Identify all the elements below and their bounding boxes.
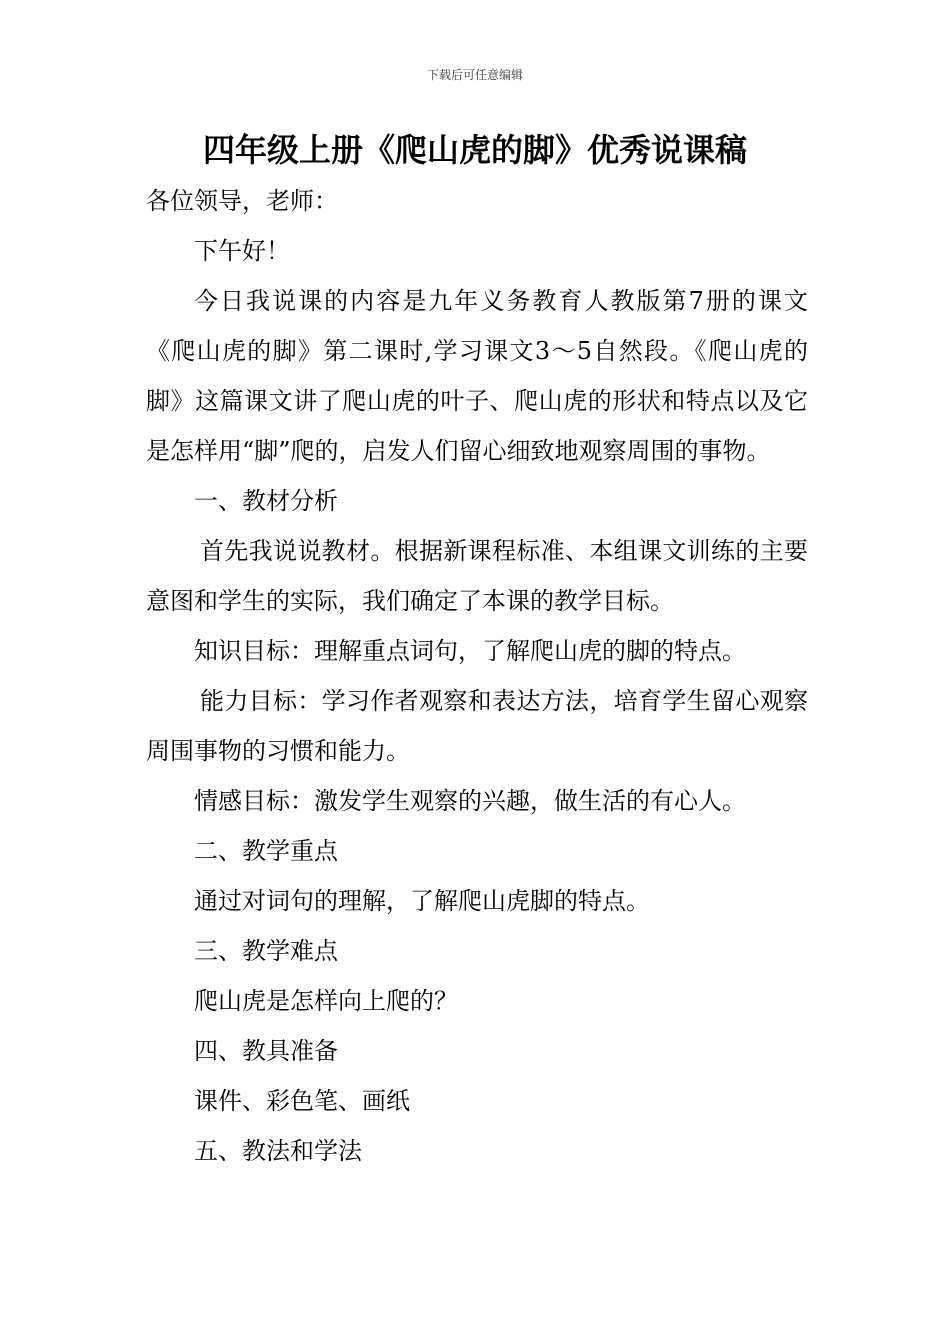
section-1-body: 首先我说说教材。根据新课程标准、本组课文训练的主要意图和学生的实际，我们确定了本课的教学目标。 [146, 537, 808, 615]
section-heading-3: 三、教学难点 [194, 937, 338, 965]
goal-emotion: 情感目标：激发学生观察的兴趣，做生活的有心人。 [194, 787, 746, 815]
section-2-body: 通过对词句的理解，了解爬山虎脚的特点。 [194, 887, 650, 915]
section-heading-4: 四、教具准备 [194, 1037, 338, 1065]
document-body [146, 176, 808, 1176]
section-heading-2: 二、教学重点 [194, 837, 338, 865]
section-4-body: 课件、彩色笔、画纸 [194, 1087, 410, 1115]
greeting: 下午好！ [194, 237, 290, 265]
document-title: 四年级上册《爬山虎的脚》优秀说课稿 [202, 131, 747, 169]
goal-ability: 能力目标：学习作者观察和表达方法，培育学生留心观察周围事物的习惯和能力。 [146, 687, 808, 765]
intro-paragraph: 今日我说课的内容是九年义务教育人教版第7册的课文《爬山虎的脚》第二课时,学习课文3～5自然段。《爬山虎的脚》这篇课文讲了爬山虎的叶子、爬山虎的形状和特点以及它是怎样用“脚”爬的，启发人们留心细致地观察周围的事物。 [146, 287, 808, 465]
page-header-note: 下载后可任意编辑 [426, 68, 523, 82]
section-heading-5: 五、教法和学法 [194, 1137, 362, 1165]
salutation: 各位领导，老师： [146, 187, 338, 215]
section-heading-1: 一、教材分析 [194, 487, 338, 515]
goal-knowledge: 知识目标：理解重点词句，了解爬山虎的脚的特点。 [194, 637, 746, 665]
section-3-body: 爬山虎是怎样向上爬的？ [194, 987, 458, 1015]
